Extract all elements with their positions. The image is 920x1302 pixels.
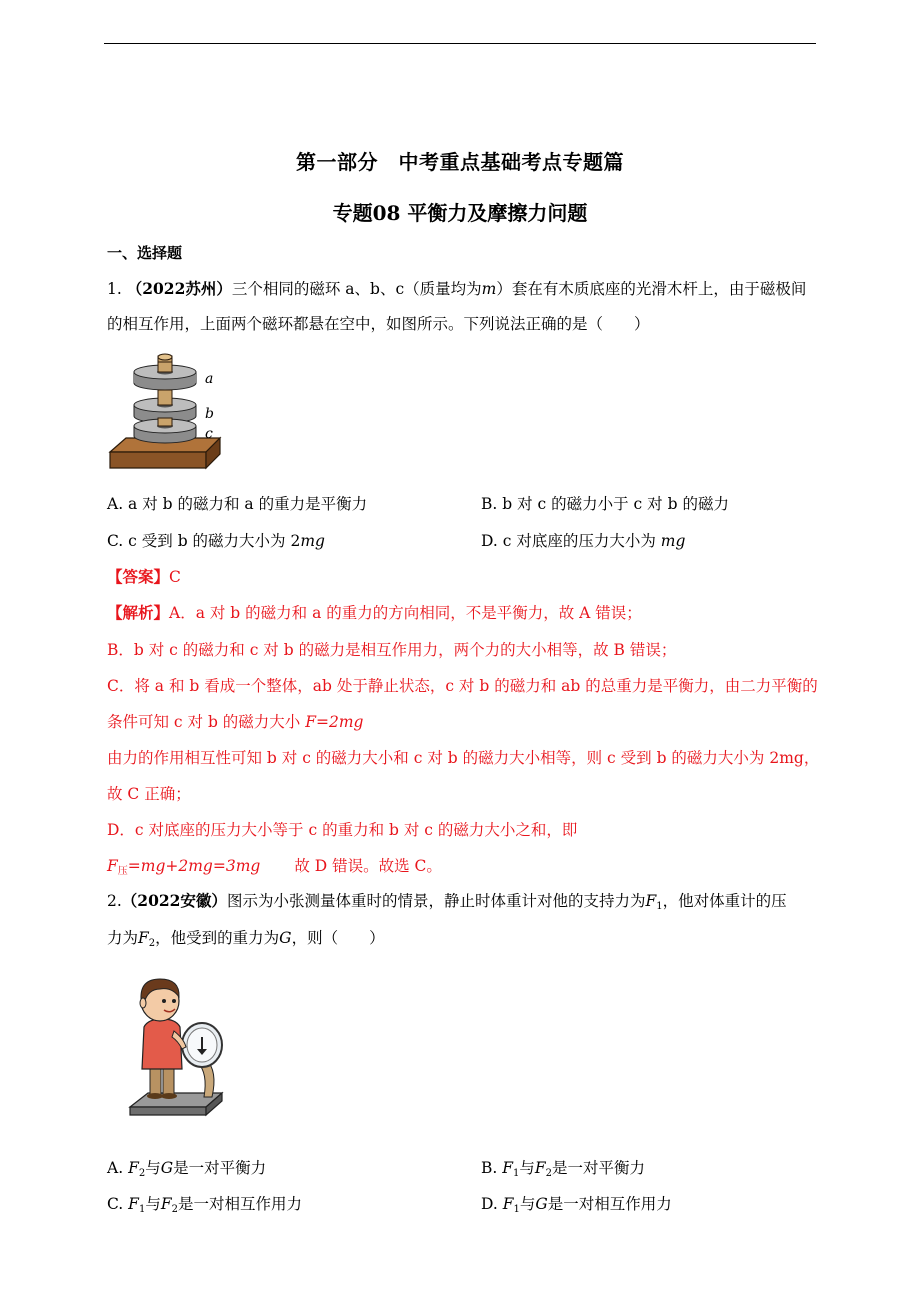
analysis-c2-formula: F=2mg [305,713,364,731]
q2-stem-line2 [107,928,385,954]
q2-option-a-G: G [160,1159,174,1177]
answer-value: C [169,568,181,586]
q2-option-a[interactable] [107,1158,266,1184]
q2-option-a-sub: 2 [138,1168,146,1179]
q2-stem-line1 [107,891,787,917]
q2-option-c-label: C. [107,1195,129,1213]
q2-option-c-F2: F [160,1195,172,1213]
q2-option-b-tail: 是一对平衡力 [552,1159,646,1177]
q1-analysis-b: B．b 对 c 的磁力和 c 对 b 的磁力是相互作用力，两个力的大小相等，故 B 错误； [107,641,677,659]
q1-option-a[interactable]: A. a 对 b 的磁力和 a 的重力是平衡力 [107,495,368,513]
q2-source: （2022安徽） [121,891,227,910]
answer-tag: 【答案】 [107,567,170,586]
q2-option-b-F2: F [534,1159,546,1177]
q2-stem-b: ，他对体重计的压 [662,892,787,910]
q1-stem-a: 三个相同的磁环 a、b、c（质量均为 [231,280,482,298]
q2-F2-sub: 2 [148,938,156,949]
q1-number: 1. [107,280,122,298]
q2-stem-c: 力为 [107,929,139,947]
q2-option-d-label: D. [481,1195,503,1213]
q1-analysis-a [107,603,642,623]
part-title: 第一部分 中考重点基础考点专题篇 [296,150,624,174]
q2-option-c-F1: F [128,1195,139,1213]
q1-option-d-text: D. c 对底座的压力大小为 [481,532,661,550]
q2-option-a-F: F [128,1159,139,1177]
q1-option-c-mg: mg [300,532,325,550]
q2-option-a-tail: 是一对平衡力 [173,1159,267,1177]
ring-c [134,418,196,443]
q2-option-c-sub2: 2 [171,1204,178,1215]
analysis-d2-sub: 压 [117,866,128,877]
magnet-rings-figure [108,352,224,472]
q2-option-c-sub1: 1 [138,1204,146,1215]
analysis-d2-F: F [107,857,118,875]
q2-option-b-label: B. [481,1159,503,1177]
q2-option-a-and: 与 [145,1159,161,1177]
topic-title: 专题08 平衡力及摩擦力问题 [332,201,588,225]
q2-option-a-label: A. [107,1159,129,1177]
q1-option-c[interactable] [107,531,325,551]
label-c: c [205,426,213,442]
q2-option-b[interactable] [481,1158,645,1184]
q2-stem-e: ，则（ ） [291,929,385,947]
q2-option-b-sub1: 1 [513,1168,520,1179]
q2-number: 2. [107,892,122,910]
q1-analysis-c1: C．将 a 和 b 看成一个整体，ab 处于静止状态，c 对 b 的磁力和 ab 的总重力是平衡力，由二力平衡的 [107,677,818,695]
section-title: 一、选择题 [107,244,183,262]
analysis-tag: 【解析】 [107,603,170,622]
q2-option-b-sub2: 2 [545,1168,553,1179]
q1-answer [107,567,181,587]
q1-stem-m: m [481,280,497,298]
q1-source: （2022苏州） [126,279,232,298]
q2-option-d-G: G [535,1195,548,1213]
ring-a [134,362,196,390]
q1-stem-line2: 的相互作用，上面两个磁环都悬在空中，如图所示。下列说法正确的是（ ） [107,315,650,333]
analysis-d2-tail: 故 D 错误。故选 C。 [294,857,442,875]
boy-on-scale-figure [126,975,226,1125]
q1-option-d-mg: mg [660,532,686,550]
q1-option-b[interactable]: B. b 对 c 的磁力小于 c 对 b 的磁力 [481,495,729,513]
q2-stem-a: 图示为小张测量体重时的情景，静止时体重计对他的支持力为 [226,892,646,910]
q2-option-c-and: 与 [145,1195,161,1213]
q1-analysis-c2 [107,712,363,732]
q2-option-d-sub1: 1 [513,1204,520,1215]
q2-stem-d: ，他受到的重力为 [155,929,280,947]
analysis-c2-text: 条件可知 c 对 b 的磁力大小 [107,713,306,731]
q1-option-d[interactable] [481,531,685,551]
q2-G: G [279,929,292,947]
q2-option-d-tail: 是一对相互作用力 [547,1195,672,1213]
header-rule [104,43,816,44]
q1-stem-line1 [107,279,806,299]
q2-option-c-tail: 是一对相互作用力 [177,1195,302,1213]
q2-F1-sub: 1 [656,901,663,912]
q2-option-d[interactable] [481,1194,672,1220]
analysis-d2-formula: =mg+2mg=3mg [127,857,261,875]
q1-analysis-c3: 由力的作用相互性可知 b 对 c 的磁力大小和 c 对 b 的磁力大小相等，则 c 受到 b 的磁力大小为 2mg， [107,749,820,767]
q1-analysis-d2 [107,856,442,882]
label-b: b [205,406,214,422]
q2-F1: F [645,892,657,910]
q1-analysis-d1: D．c 对底座的压力大小等于 c 的重力和 b 对 c 的磁力大小之和，即 [107,821,578,839]
q1-stem-b: ）套在有木质底座的光滑木杆上，由于磁极间 [496,280,807,298]
q2-option-c[interactable] [107,1194,302,1220]
q2-F2: F [138,929,149,947]
q2-option-b-F1: F [502,1159,514,1177]
label-a: a [205,371,214,387]
analysis-a-text: A．a 对 b 的磁力和 a 的重力的方向相同，不是平衡力，故 A 错误； [169,604,642,622]
q1-analysis-c4: 故 C 正确； [107,785,191,803]
q2-option-d-F1: F [502,1195,514,1213]
q2-option-b-and: 与 [519,1159,535,1177]
q1-option-c-text: C. c 受到 b 的磁力大小为 2 [107,532,301,550]
q2-option-d-and: 与 [519,1195,536,1213]
